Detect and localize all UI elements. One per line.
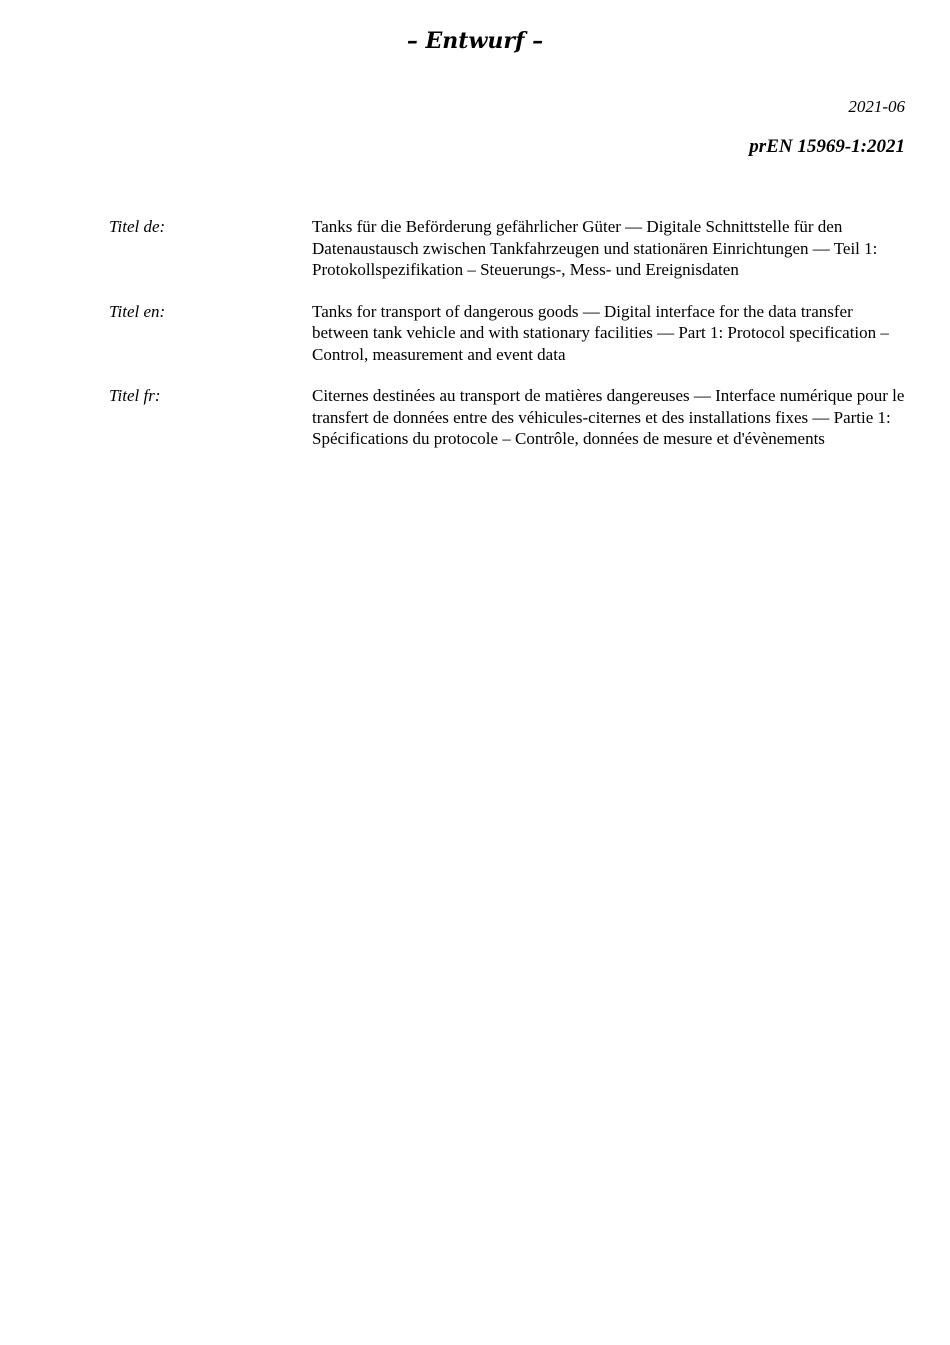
title-label-en: Titel en: [109,301,166,321]
title-row-en [109,301,909,366]
titles-section [109,216,909,470]
title-row-fr [109,385,909,450]
title-label-de: Titel de: [109,217,166,236]
draft-heading: – Entwurf – [406,28,544,54]
title-text-fr: Citernes destinées au transport de matières dangereuses — Interface numérique pour le transfert de données entre des véhicules-citernes et des installations fixes — Partie 1: Spécifications du protocole – Contrôle, données de mesure et d'évènements [312,386,905,448]
title-text-de: Tanks für die Beförderung gefährlicher Güter — Digitale Schnittstelle für den Datenaustausch zwischen Tankfahrzeugen und stationären Einrichtungen — Teil 1: Protokollspezifikation – Steuerungs-, Mess- und Ereignisdaten [312,217,878,279]
document-number: prEN 15969-1:2021 [749,136,905,157]
title-text-en: Tanks for transport of dangerous goods — Digital interface for the data transfer between tank vehicle and with stationary facilities — Part 1: Protocol specification – Control, measurement and event data [312,301,889,364]
title-label-fr: Titel fr: [109,386,161,405]
title-row-de [109,216,909,281]
document-date: 2021-06 [848,97,905,116]
